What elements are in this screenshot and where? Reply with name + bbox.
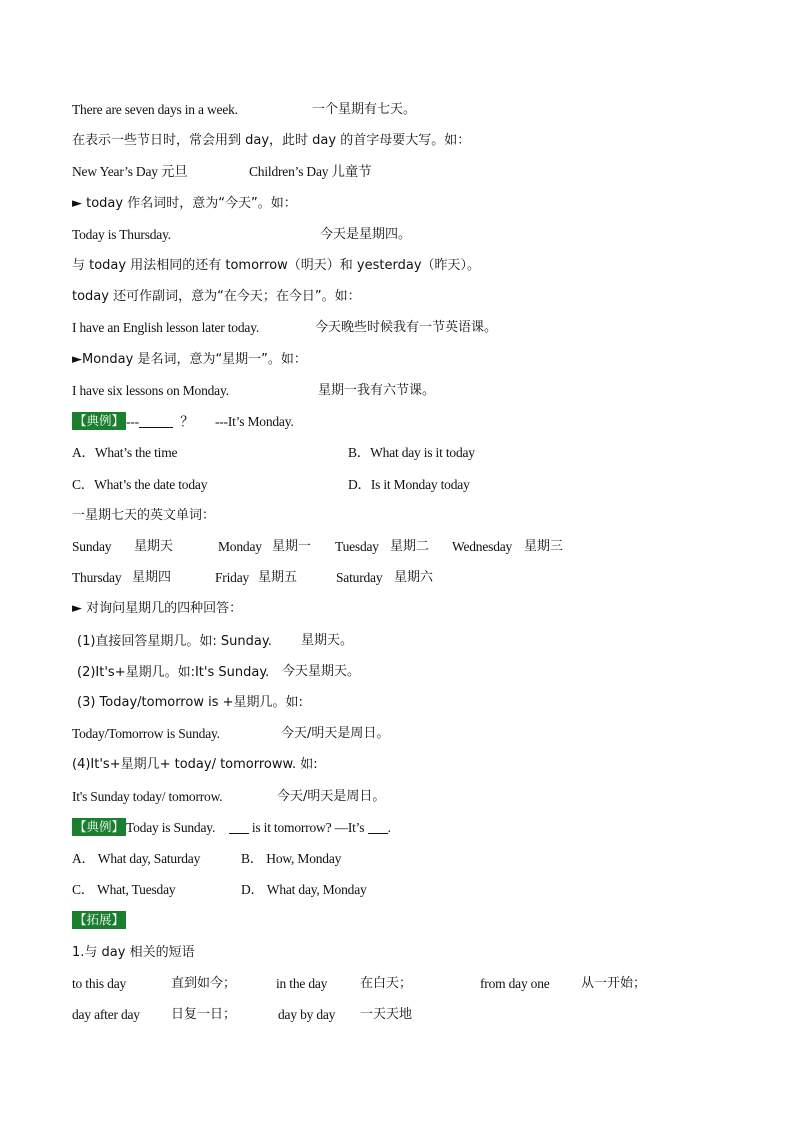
phrase-cn: 一天天地 — [360, 1007, 413, 1022]
example-question — [72, 817, 391, 839]
weekday-cn: 星期六 — [394, 570, 434, 585]
question-text: is it tomorrow? —It’s — [251, 820, 365, 835]
options-row — [72, 879, 367, 901]
answer-row — [77, 661, 361, 683]
answer-blank — [139, 413, 173, 428]
answer-pattern: (1)直接回答星期几。如: Sunday. — [77, 634, 272, 649]
phrase-cn: 直到如今； — [171, 976, 237, 991]
question-end: . — [387, 820, 391, 835]
question-mark: ？ — [180, 414, 194, 429]
holiday-childrens-day: Children’s Day 儿童节 — [249, 164, 372, 179]
options-row — [72, 848, 342, 870]
english-sentence: Today is Thursday. — [72, 227, 171, 242]
example-tag: 【典例】 — [74, 413, 125, 428]
sentence-row — [72, 224, 412, 246]
weekday-en: Sunday — [72, 539, 112, 554]
option-c: C．What’s the date today — [72, 477, 208, 492]
rule-today-noun: ► today 作名词时，意为“今天”。如： — [72, 196, 297, 211]
answer-blank — [229, 819, 249, 834]
question-answer: ---It’s Monday. — [214, 414, 294, 429]
sentence-row — [72, 723, 390, 745]
answers-heading: ► 对询问星期几的四种回答： — [72, 601, 243, 616]
option-d: D．Is it Monday today — [348, 477, 470, 492]
sentence-row — [72, 380, 436, 402]
weekday-cn: 星期一 — [272, 539, 312, 554]
extension-tag: 【拓展】 — [74, 912, 125, 927]
english-sentence: Today/Tomorrow is Sunday. — [72, 726, 220, 741]
option-b: B．What day is it today — [348, 445, 475, 460]
example-tag: 【典例】 — [74, 819, 125, 834]
chinese-translation: 今天晚些时候我有一节英语课。 — [315, 320, 498, 335]
answer-translation: 星期天。 — [301, 633, 354, 648]
weekday-cn: 星期二 — [390, 539, 430, 554]
extension-heading: 1.与 day 相关的短语 — [72, 945, 195, 960]
answer-translation: 今天星期天。 — [282, 664, 361, 679]
chinese-translation: 今天是星期四。 — [320, 227, 412, 242]
explanation-text: 在表示一些节日时，常会用到 day，此时 day 的首字母要大写。如： — [72, 133, 471, 148]
weekday-en: Saturday — [336, 570, 383, 585]
english-sentence: There are seven days in a week. — [72, 102, 238, 117]
weekday-en: Tuesday — [335, 539, 379, 554]
question-text: Today is Sunday. — [126, 820, 216, 835]
weekdays-heading: 一星期七天的英文单词： — [72, 508, 216, 523]
weekday-en: Thursday — [72, 570, 122, 585]
english-sentence: I have six lessons on Monday. — [72, 383, 229, 398]
phrase-cn: 日复一日； — [171, 1007, 237, 1022]
chinese-translation: 一个星期有七天。 — [312, 102, 417, 117]
holiday-row — [72, 161, 372, 183]
extension-row — [72, 910, 126, 932]
sentence-row — [72, 317, 498, 339]
phrase-en: to this day — [72, 976, 127, 991]
chinese-translation: 星期一我有六节课。 — [318, 383, 436, 398]
answer-row — [77, 630, 354, 652]
phrase-en: day by day — [278, 1007, 336, 1022]
phrase-cn: 在白天； — [360, 976, 413, 991]
sentence-row — [72, 99, 417, 121]
option-a: A． What day, Saturday — [72, 851, 201, 866]
rule-today-adverb: today 还可作副词，意为“在今天；在今日”。如： — [72, 289, 361, 304]
sentence-row — [72, 786, 386, 808]
weekday-en: Friday — [215, 570, 250, 585]
weekday-cn: 星期四 — [132, 570, 172, 585]
phrase-en: in the day — [276, 976, 328, 991]
explanation-text: 与 today 用法相同的还有 tomorrow（明天）和 yesterday（昨天）。 — [72, 258, 481, 273]
options-row — [72, 474, 470, 496]
phrase-en: day after day — [72, 1007, 140, 1022]
option-d: D． What day, Monday — [241, 882, 367, 897]
weekday-en: Wednesday — [452, 539, 513, 554]
chinese-translation: 今天/明天是周日。 — [281, 726, 390, 741]
phrase-cn: 从一开始； — [581, 976, 647, 991]
example-question — [72, 411, 294, 433]
rule-monday: ►Monday 是名词，意为“星期一”。如： — [72, 352, 307, 367]
question-prefix: --- — [126, 414, 139, 429]
chinese-translation: 今天/明天是周日。 — [277, 789, 386, 804]
weekday-cn: 星期五 — [258, 570, 298, 585]
options-row — [72, 442, 475, 464]
weekday-en: Monday — [218, 539, 262, 554]
option-b: B． How, Monday — [241, 851, 342, 866]
answer-blank — [368, 819, 388, 834]
phrase-en: from day one — [480, 976, 550, 991]
answer-pattern: (4)It's+星期几+ today/ tomorroww. 如: — [72, 757, 318, 772]
answer-pattern: (2)It's+星期几。如:It's Sunday. — [77, 665, 270, 680]
english-sentence: It's Sunday today/ tomorrow. — [72, 789, 223, 804]
weekday-cn: 星期天 — [134, 539, 174, 554]
holiday-new-year: New Year’s Day 元旦 — [72, 164, 188, 179]
answer-pattern: (3) Today/tomorrow is +星期几。如: — [77, 695, 303, 710]
english-sentence: I have an English lesson later today. — [72, 320, 260, 335]
option-c: C． What, Tuesday — [72, 882, 176, 897]
option-a: A．What’s the time — [72, 445, 178, 460]
weekday-cn: 星期三 — [524, 539, 564, 554]
